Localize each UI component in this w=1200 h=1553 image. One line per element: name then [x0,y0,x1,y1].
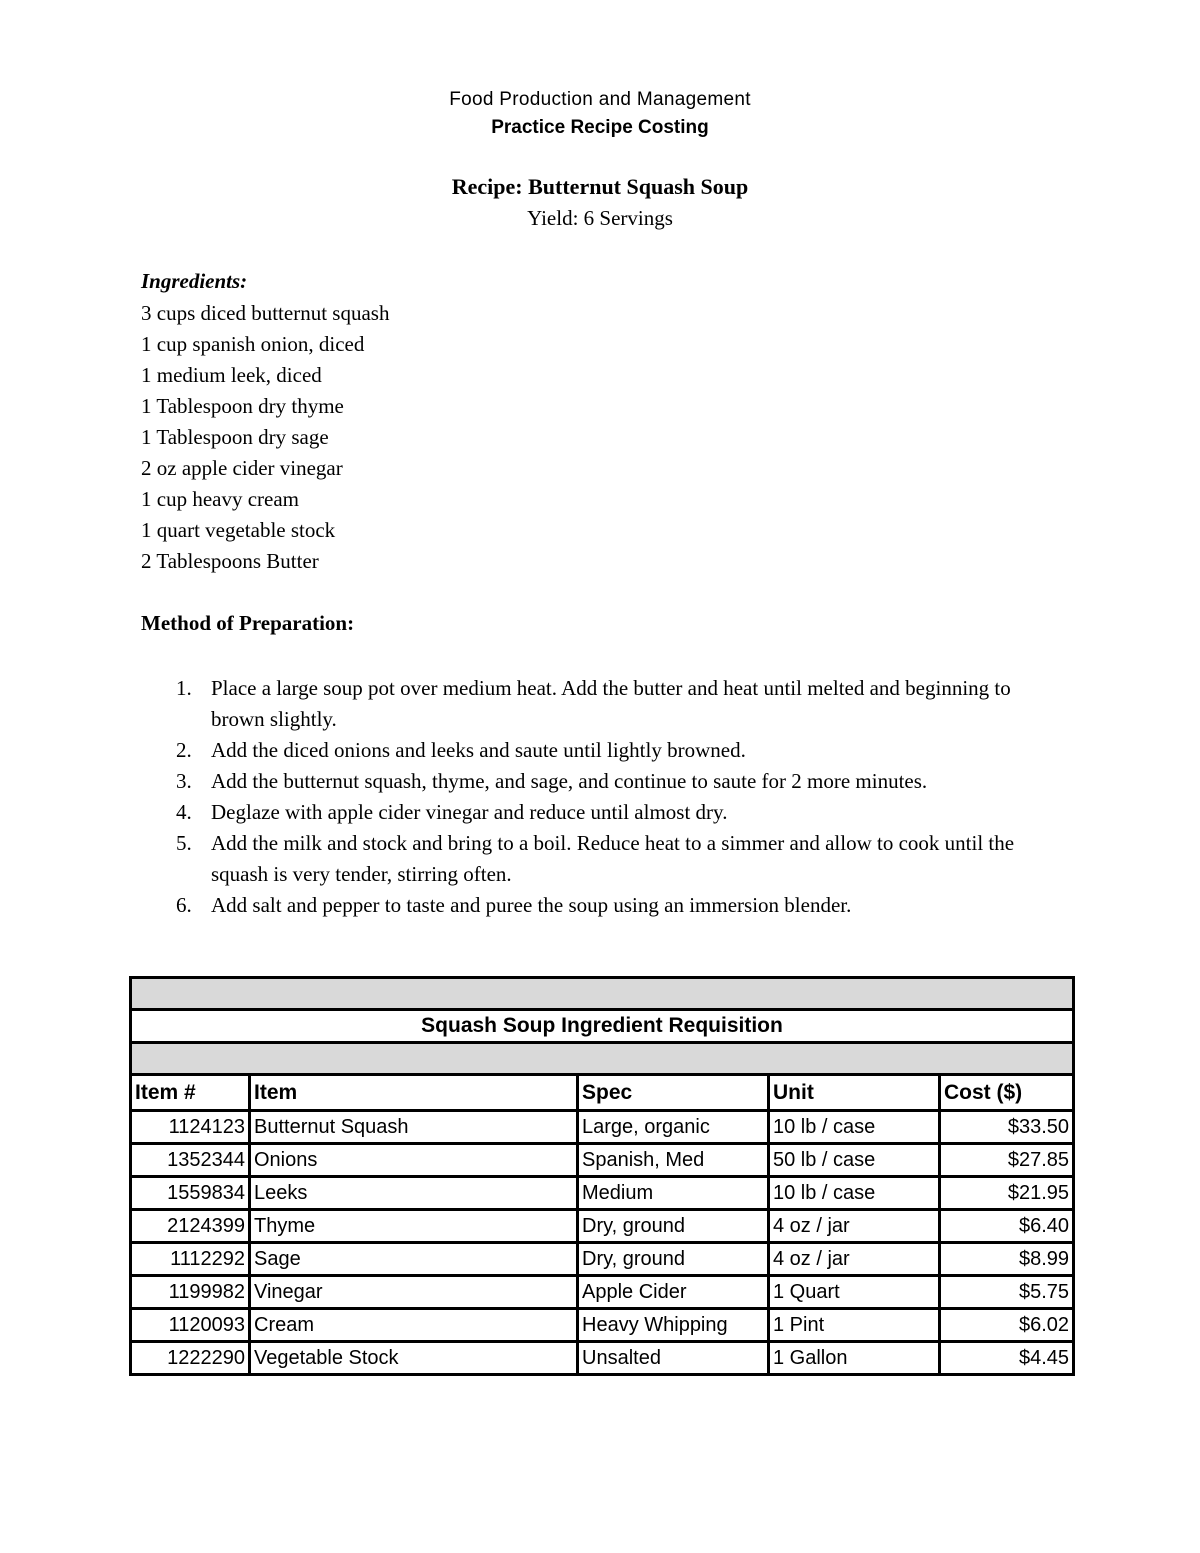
step-text: Place a large soup pot over medium heat. Add the butter and heat until melted and beginning to brown slightly. [211,676,1011,731]
table-title: Squash Soup Ingredient Requisition [131,1010,1074,1043]
cost-cell: $6.40 [940,1210,1074,1243]
method-steps [141,673,1041,921]
spec-cell: Dry, ground [578,1243,769,1276]
method-step [141,766,1041,797]
step-number: 2. [176,738,192,762]
method-step [141,890,1041,921]
method-step [141,797,1041,828]
unit-cell: 10 lb / case [769,1177,940,1210]
ingredient-item: 2 oz apple cider vinegar [141,456,343,480]
ingredient-item: 1 cup heavy cream [141,487,300,511]
step-text: Add the milk and stock and bring to a boil. Reduce heat to a simmer and allow to cook until the squash is very tender, stirring often. [211,831,1015,886]
column-header-item-number: Item # [131,1075,250,1111]
ingredients-list [141,300,389,579]
table-spacer-row [131,978,1074,1010]
table-row [131,1342,1074,1375]
course-name: Food Production and Management [449,89,751,110]
table-row [131,1111,1074,1144]
recipe-title: Recipe: Butternut Squash Soup [451,174,749,199]
item-cell: Leeks [250,1177,578,1210]
item-number-cell: 1120093 [131,1309,250,1342]
table-row [131,1243,1074,1276]
column-header-spec: Spec [578,1075,769,1111]
unit-cell: 1 Gallon [769,1342,940,1375]
method-step [141,673,1041,735]
item-number-cell: 1352344 [131,1144,250,1177]
item-cell: Onions [250,1144,578,1177]
table-header-row [131,1075,1074,1111]
ingredient-item: 3 cups diced butternut squash [141,301,390,325]
item-number-cell: 1199982 [131,1276,250,1309]
method-step [141,735,1041,766]
table-row [131,1276,1074,1309]
unit-cell: 1 Pint [769,1309,940,1342]
spec-cell: Large, organic [578,1111,769,1144]
cost-cell: $4.45 [940,1342,1074,1375]
ingredients-heading: Ingredients: [141,269,248,293]
item-cell: Butternut Squash [250,1111,578,1144]
step-text: Add salt and pepper to taste and puree the soup using an immersion blender. [211,893,852,917]
cost-cell: $6.02 [940,1309,1074,1342]
item-number-cell: 1124123 [131,1111,250,1144]
ingredient-item: 1 medium leek, diced [141,363,322,387]
method-step [141,828,1041,890]
item-cell: Thyme [250,1210,578,1243]
requisition-table [129,976,1075,1376]
cost-cell: $33.50 [940,1111,1074,1144]
item-number-cell: 1112292 [131,1243,250,1276]
unit-cell: 50 lb / case [769,1144,940,1177]
item-number-cell: 1222290 [131,1342,250,1375]
table-row [131,1144,1074,1177]
recipe-yield: Yield: 6 Servings [527,206,673,230]
cost-cell: $27.85 [940,1144,1074,1177]
table-title-row [131,1010,1074,1043]
ingredient-item: 1 cup spanish onion, diced [141,332,365,356]
item-cell: Vegetable Stock [250,1342,578,1375]
table-row [131,1210,1074,1243]
item-number-cell: 2124399 [131,1210,250,1243]
column-header-item: Item [250,1075,578,1111]
ingredient-item: 2 Tablespoons Butter [141,549,319,573]
spec-cell: Heavy Whipping [578,1309,769,1342]
item-cell: Sage [250,1243,578,1276]
method-heading: Method of Preparation: [141,611,355,635]
step-number: 5. [176,831,192,855]
table-row [131,1177,1074,1210]
table-row [131,1309,1074,1342]
step-number: 1. [176,676,192,700]
spec-cell: Unsalted [578,1342,769,1375]
step-text: Add the butternut squash, thyme, and sage, and continue to saute for 2 more minutes. [211,769,928,793]
unit-cell: 10 lb / case [769,1111,940,1144]
unit-cell: 1 Quart [769,1276,940,1309]
document-subtitle: Practice Recipe Costing [491,117,709,138]
step-text: Deglaze with apple cider vinegar and reduce until almost dry. [211,800,728,824]
spec-cell: Medium [578,1177,769,1210]
table-spacer-row [131,1043,1074,1075]
spec-cell: Spanish, Med [578,1144,769,1177]
step-number: 6. [176,893,192,917]
item-cell: Cream [250,1309,578,1342]
step-number: 3. [176,769,192,793]
column-header-cost: Cost ($) [940,1075,1074,1111]
cost-cell: $8.99 [940,1243,1074,1276]
ingredient-item: 1 Tablespoon dry thyme [141,394,344,418]
unit-cell: 4 oz / jar [769,1243,940,1276]
column-header-unit: Unit [769,1075,940,1111]
ingredient-item: 1 Tablespoon dry sage [141,425,329,449]
cost-cell: $5.75 [940,1276,1074,1309]
unit-cell: 4 oz / jar [769,1210,940,1243]
spec-cell: Apple Cider [578,1276,769,1309]
item-cell: Vinegar [250,1276,578,1309]
step-text: Add the diced onions and leeks and saute until lightly browned. [211,738,746,762]
step-number: 4. [176,800,192,824]
spec-cell: Dry, ground [578,1210,769,1243]
cost-cell: $21.95 [940,1177,1074,1210]
ingredient-item: 1 quart vegetable stock [141,518,336,542]
item-number-cell: 1559834 [131,1177,250,1210]
